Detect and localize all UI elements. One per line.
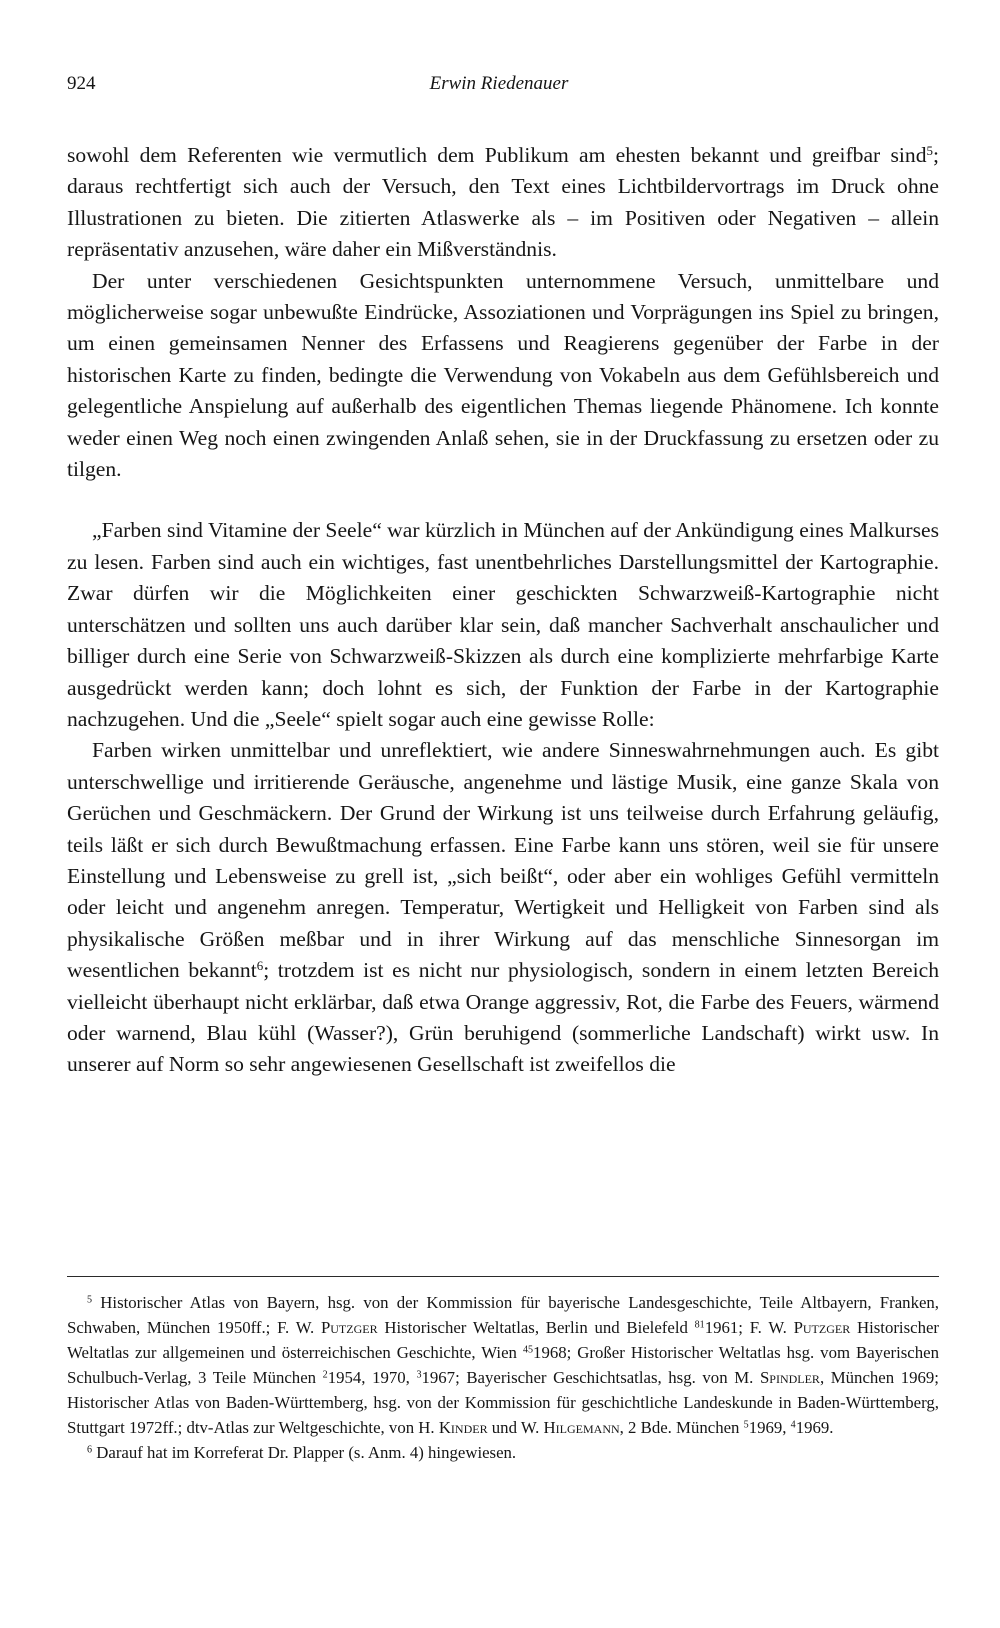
footnote-6-text: Darauf hat im Korreferat Dr. Plapper (s. Anm. 4) hingewiesen. <box>96 1443 517 1462</box>
edition-number: 3 <box>416 1369 422 1381</box>
edition-number: 2 <box>322 1369 328 1381</box>
footnote-separator <box>67 1276 939 1277</box>
author-hilgemann: Hilgemann <box>543 1418 620 1437</box>
footnote-5-text: , 2 Bde. München <box>619 1418 744 1437</box>
edition-number: 45 <box>522 1344 534 1356</box>
footnote-ref-6[interactable]: 6 <box>256 958 264 974</box>
page-number: 924 <box>67 73 96 94</box>
footnote-5-text: 1969, <box>748 1418 791 1437</box>
author-kinder: Kinder <box>438 1418 488 1437</box>
paragraph-4 <box>67 735 939 1080</box>
footnotes <box>67 1290 939 1465</box>
footnote-5 <box>67 1290 939 1440</box>
footnote-ref-5[interactable]: 5 <box>926 142 933 158</box>
paragraph-4-text-b: ; trotzdem ist es nicht nur physiologisch, sondern in einem letzten Bereich vielleicht überhaupt nicht erklärbar, daß etwa Orange aggressiv, Rot, die Farbe des Feuers, wärmend oder warnend, Blau kühl (Wasser?), Grün beruhigend (sommerliche Landschaft) wirkt usw. In unserer auf Norm so sehr angewiesenen Gesellschaft ist zweifellos die <box>67 958 939 1077</box>
edition-number: 81 <box>694 1319 705 1331</box>
footnote-5-text: 1969. <box>795 1418 834 1437</box>
footnote-5-text: 1954, 1970, <box>327 1368 417 1387</box>
body-text <box>67 140 939 1081</box>
edition-number: 5 <box>743 1419 749 1431</box>
footnote-6-mark: 6 <box>87 1444 93 1456</box>
footnote-5-text: und W. <box>487 1418 544 1437</box>
running-head: Erwin Riedenauer <box>429 73 569 94</box>
footnote-5-text: 1967; Bayerischer Geschichtsatlas, hsg. von M. <box>421 1368 760 1387</box>
edition-number: 4 <box>790 1419 796 1431</box>
footnote-5-mark: 5 <box>87 1294 93 1306</box>
author-putzger: Putzger <box>320 1318 378 1337</box>
paragraph-2: Der unter verschiedenen Gesichtspunkten unternommene Versuch, unmittelbare und möglicherweise sogar unbewußte Eindrücke, Assoziationen und Vorprägungen ins Spiel zu bringen, um einen gemeinsamen Nenner des Erfassens und Reagierens gegenüber der Farbe in der historischen Karte zu finden, bedingte die Verwendung von Vokabeln aus dem Gefühlsbereich und gelegentliche Anspielung auf außerhalb des eigentlichen Themas liegende Phänomene. Ich konnte weder einen Weg noch einen zwingenden Anlaß sehen, sie in der Druckfassung zu ersetzen oder zu tilgen. <box>67 268 939 482</box>
footnote-6 <box>67 1440 939 1465</box>
footnote-5-text: 1968; Großer Historischer Weltatlas hsg. vom Bayerischen Schulbuch-Verlag, 3 Teile München <box>67 1343 939 1387</box>
author-spindler: Spindler <box>759 1368 820 1387</box>
footnote-5-text: 1961; F. W. <box>704 1318 794 1337</box>
paragraph-3: „Farben sind Vitamine der Seele“ war kürzlich in München auf der Ankündigung eines Malkurses zu lesen. Farben sind auch ein wichtiges, fast unentbehrliches Darstellungsmittel der Kartographie. Zwar dürfen wir die Möglichkeiten einer geschickten Schwarzweiß-Kartographie nicht unterschätzen und sollten uns auch darüber klar sein, daß mancher Sachverhalt anschaulicher und billiger durch eine Serie von Schwarzweiß-Skizzen als durch eine komplizierte mehrfarbige Karte ausgedrückt werden kann; doch lohnt es sich, der Funktion der Farbe in der Kartographie nachzugehen. Und die „Seele“ spielt sogar auch eine gewisse Rolle: <box>67 518 939 731</box>
paragraph-1-text-a: sowohl dem Referenten wie vermutlich dem Publikum am ehesten bekannt und greifbar sind <box>67 143 927 167</box>
footnote-5-text: Historischer Weltatlas zur allgemeinen und österreichischen Geschichte, Wien <box>67 1318 940 1362</box>
footnote-5-text: Historischer Atlas von Bayern, hsg. von der Kommission für bayerische Landesgeschichte, Teile Altbayern, Franken, Schwaben, München 1950ff.; F. W. <box>67 1293 939 1337</box>
author-putzger: Putzger <box>793 1318 851 1337</box>
footnote-5-text: Historischer Weltatlas, Berlin und Bielefeld <box>377 1318 695 1337</box>
paragraph-1 <box>67 140 939 266</box>
paragraph-1-text-b: ; daraus rechtfertigt sich auch der Versuch, den Text eines Lichtbildervortrags im Druck ohne Illustrationen zu bieten. Die zitierten Atlaswerke als – im Positiven oder Negativen – allein repräsentativ anzusehen, wäre daher ein Mißverständnis. <box>67 143 939 262</box>
footnote-5-text: , München 1969; Historischer Atlas von Baden-Württemberg, hsg. von der Kommission für geschichtliche Landeskunde in Baden-Württemberg, Stuttgart 1972ff.; dtv-Atlas zur Weltgeschichte, von H. <box>67 1368 939 1437</box>
paragraph-4-text-a: Farben wirken unmittelbar und unreflektiert, wie andere Sinneswahrnehmungen auch. Es gibt unterschwellige und irritierende Geräusche, angenehme und lästige Musik, eine ganze Skala von Gerüchen und Geschmäckern. Der Grund der Wirkung ist uns teilweise durch Erfahrung geläufig, teils läßt er sich durch Bewußtmachung erfassen. Eine Farbe kann uns stören, weil sie für unsere Einstellung und Lebensweise zu grell ist, „sich beißt“, oder aber ein wohliges Gefühl vermitteln oder leicht und angenehm anregen. Temperatur, Wertigkeit und Helligkeit von Farben sind als physikalische Größen meßbar und in ihrer Wirkung auf das menschliche Sinnesorgan im wesentlichen bekannt <box>67 738 939 983</box>
page-header <box>67 73 931 103</box>
